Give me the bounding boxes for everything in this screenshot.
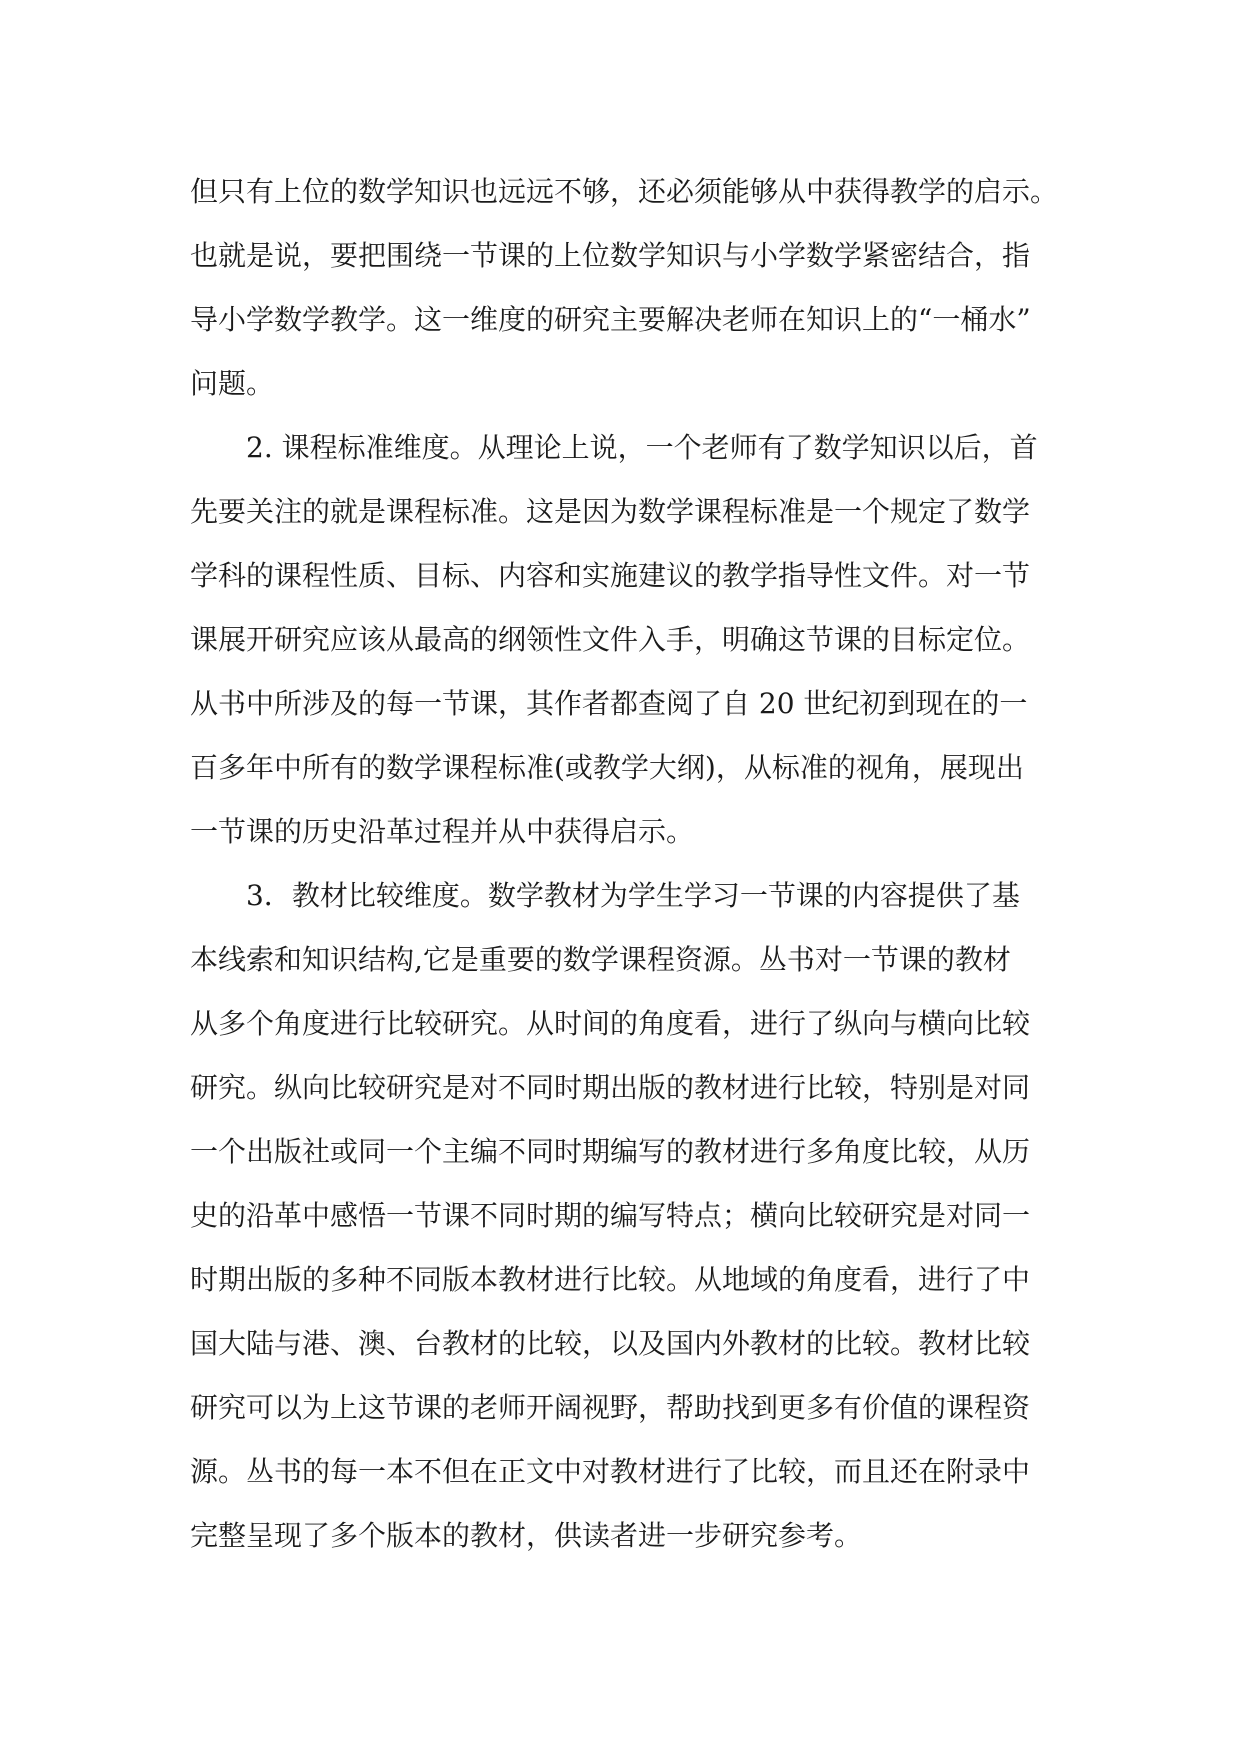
text-line: 研究可以为上这节课的老师开阔视野，帮助找到更多有价值的课程资 [190, 1391, 1031, 1424]
text-line: 学科的课程性质、目标、内容和实施建议的教学指导性文件。对一节 [190, 559, 1031, 592]
text-line: 一节课的历史沿革过程并从中获得启示。 [190, 815, 695, 848]
text-line: 百多年中所有的数学课程标准(或教学大纲)，从标准的视角，展现出 [190, 751, 1024, 784]
text-line: 史的沿革中感悟一节课不同时期的编写特点；横向比较研究是对同一 [190, 1199, 1031, 1232]
text-line: 问题。 [190, 367, 275, 400]
text-line: 3．教材比较维度。数学教材为学生学习一节课的内容提供了基 [190, 879, 1020, 912]
text-line: 完整呈现了多个版本的教材，供读者进一步研究参考。 [190, 1519, 863, 1552]
text-line: 导小学数学教学。这一维度的研究主要解决老师在知识上的“一桶水” [190, 303, 1031, 336]
body-text [190, 160, 1070, 1568]
text-line: 从书中所涉及的每一节课，其作者都查阅了自 20 世纪初到现在的一 [190, 687, 1028, 720]
text-line: 也就是说，要把围绕一节课的上位数学知识与小学数学紧密结合，指 [190, 239, 1031, 272]
text-line: 一个出版社或同一个主编不同时期编写的教材进行多角度比较，从历 [190, 1135, 1031, 1168]
text-line: 本线索和知识结构,它是重要的数学课程资源。丛书对一节课的教材 [190, 943, 1011, 976]
text-line: 时期出版的多种不同版本教材进行比较。从地域的角度看，进行了中 [190, 1263, 1031, 1296]
text-line: 先要关注的就是课程标准。这是因为数学课程标准是一个规定了数学 [190, 495, 1031, 528]
text-line: 但只有上位的数学知识也远远不够，还必须能够从中获得教学的启示。 [190, 175, 1059, 208]
text-line: 从多个角度进行比较研究。从时间的角度看，进行了纵向与横向比较 [190, 1007, 1031, 1040]
text-line: 研究。纵向比较研究是对不同时期出版的教材进行比较，特别是对同 [190, 1071, 1031, 1104]
text-line: 课展开研究应该从最高的纲领性文件入手，明确这节课的目标定位。 [190, 623, 1031, 656]
text-line: 国大陆与港、澳、台教材的比较，以及国内外教材的比较。教材比较 [190, 1327, 1031, 1360]
text-line: 源。丛书的每一本不但在正文中对教材进行了比较，而且还在附录中 [190, 1455, 1031, 1488]
text-line: 2. 课程标准维度。从理论上说，一个老师有了数学知识以后，首 [190, 431, 1038, 464]
